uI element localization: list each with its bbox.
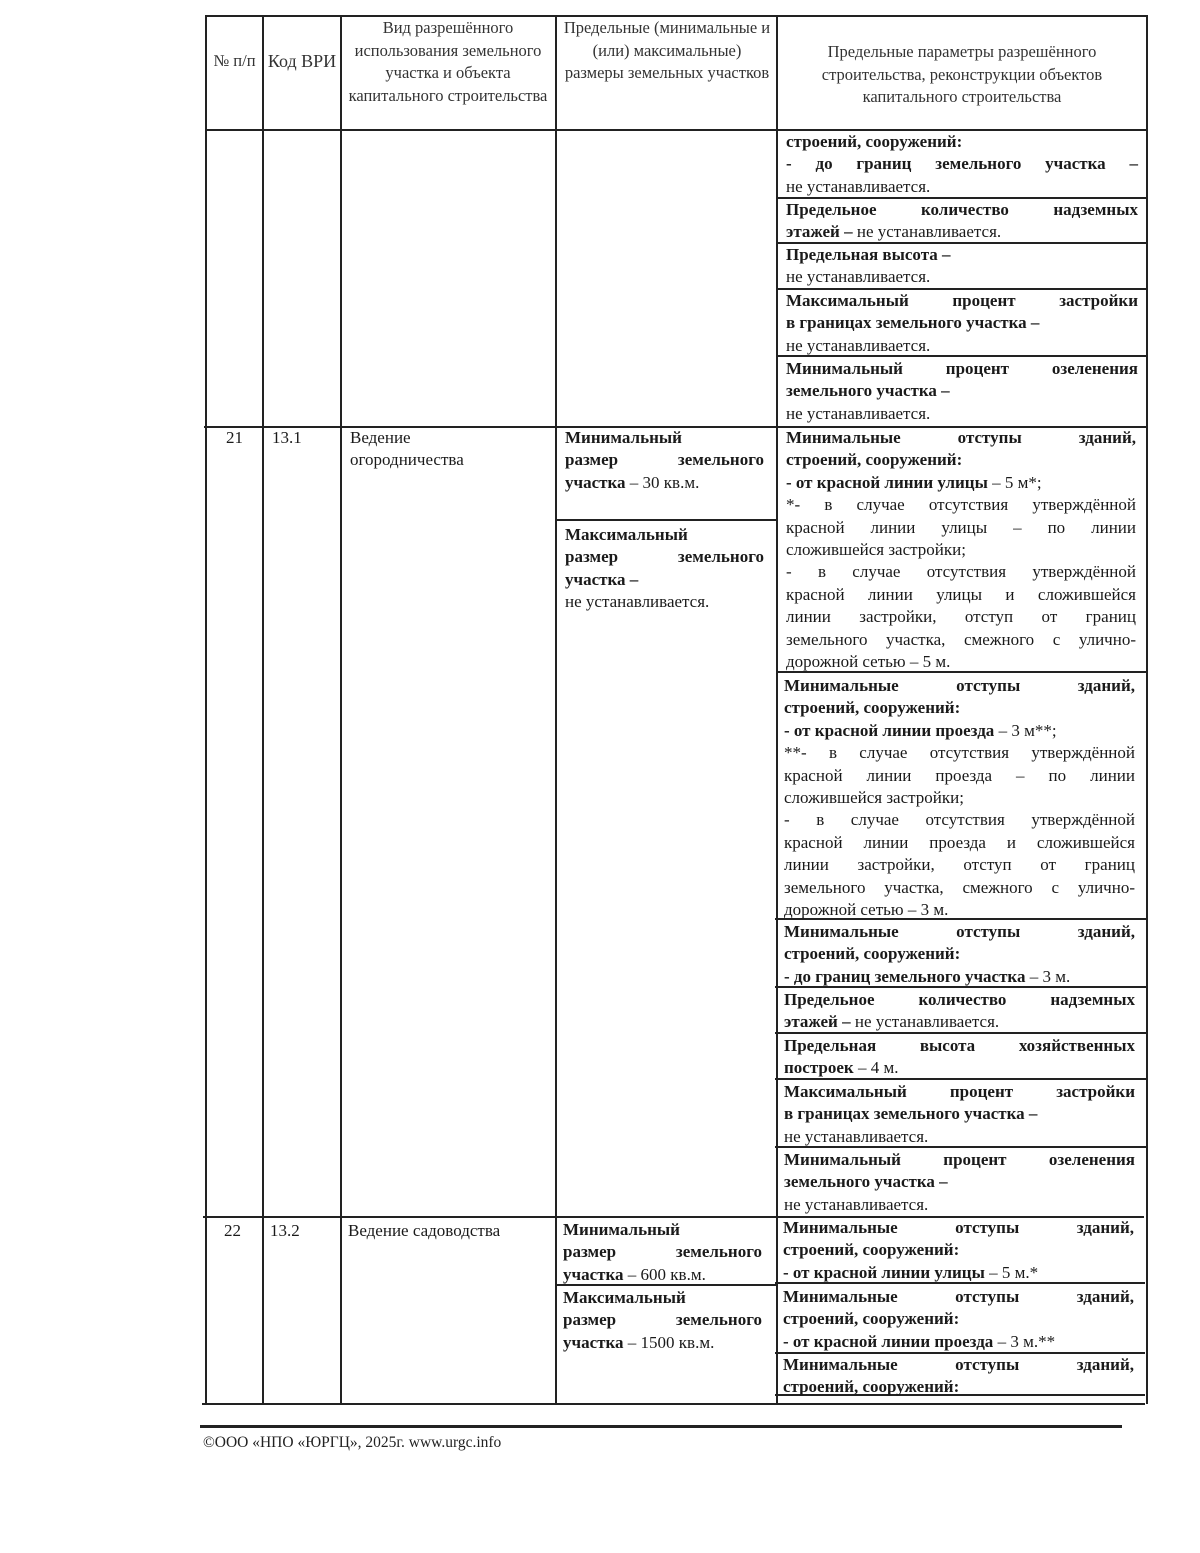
header-use: Вид разрешённого использования земельного участка и объекта капитального строительства [348, 18, 548, 105]
cont-param-height: Предельная высота – не устанавливается. [786, 245, 951, 287]
row22-param-street-setback: Минимальные отступы зданий, строений, сооружений: - от красной линии улицы – 5 м.* [783, 1218, 1134, 1282]
row22-use: Ведение садоводства [348, 1221, 501, 1240]
row21-param-greenery: Минимальный процент озеленения земельного участка – не устанавливается. [784, 1150, 1135, 1214]
row22-param-driveway-setback: Минимальные отступы зданий, строений, сооружений: - от красной линии проезда – 3 м.** [783, 1287, 1134, 1351]
cont-param-coverage: Максимальный процент застройки в границах земельного участка – не устанавливается. [786, 291, 1138, 355]
header-params: Предельные параметры разрешённого строительства, реконструкции объектов капитального строительства [821, 42, 1103, 106]
row22-min-size: Минимальный размер земельного участка – 600 кв.м. [563, 1220, 762, 1284]
row22-param-boundary-setback: Минимальные отступы зданий, строений, сооружений: [783, 1355, 1134, 1397]
cont-param-floors: Предельное количество надземных этажей – не устанавливается. [786, 200, 1138, 242]
row21-param-floors: Предельное количество надземных этажей – не устанавливается. [784, 990, 1135, 1032]
cont-param-setback: строений, сооружений: - до границ земельного участка – не устанавливается. [786, 132, 1138, 196]
row21-min-size: Минимальный размер земельного участка – 30 кв.м. [565, 428, 764, 492]
row21-num: 21 [226, 428, 243, 447]
row22-max-size: Максимальный размер земельного участка – 1500 кв.м. [563, 1288, 762, 1352]
row22-code: 13.2 [270, 1221, 300, 1240]
row21-param-boundary-setback: Минимальные отступы зданий, строений, сооружений: - до границ земельного участка – 3 м. [784, 922, 1135, 986]
row21-param-coverage: Максимальный процент застройки в границах земельного участка – не устанавливается. [784, 1082, 1135, 1146]
row21-param-street-setback: Минимальные отступы зданий, строений, сооружений: - от красной линии улицы – 5 м*; *- в случае отсутствия утверждённой красной линии улицы – по линии сложившейся застройки; - в случае отсутствия утверждённой красной линии улицы и сложившейся линии застройки, отступ от границ земельного участка, смежного с улично- дорожной сетью – 5 м. [786, 428, 1136, 672]
footer-copyright: ©ООО «НПО «ЮРГЦ», 2025г. www.urgc.info [203, 1434, 502, 1451]
header-sizes: Предельные (минимальные и (или) максимальные) размеры земельных участков [563, 18, 771, 82]
row21-use: Ведение огородничества [350, 428, 464, 470]
footer-divider [200, 1425, 1122, 1428]
row21-max-size: Максимальный размер земельного участка – не устанавливается. [565, 525, 764, 612]
cont-param-greenery: Минимальный процент озеленения земельного участка – не устанавливается. [786, 359, 1138, 423]
header-code: Код ВРИ [267, 51, 337, 71]
row21-param-outbuilding-height: Предельная высота хозяйственных построек – 4 м. [784, 1036, 1135, 1078]
header-num: № п/п [213, 51, 256, 70]
row21-code: 13.1 [272, 428, 302, 447]
row21-param-driveway-setback: Минимальные отступы зданий, строений, сооружений: - от красной линии проезда – 3 м**; **- в случае отсутствия утверждённой красной линии проезда – по линии сложившейся застройки; - в случае отсутствия утверждённой красной линии проезда и сложившейся линии застройки, отступ от границ земельного участка, смежного с улично- дорожной сетью – 3 м. [784, 676, 1135, 920]
row22-num: 22 [224, 1221, 241, 1240]
